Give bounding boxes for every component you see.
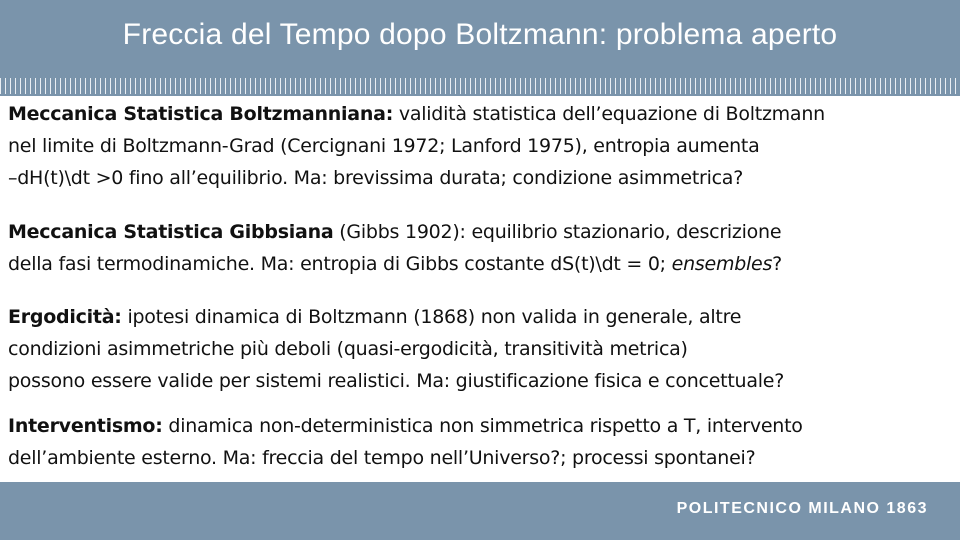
- politecnico-logo: POLITECNICO MILANO 1863: [676, 500, 928, 517]
- italic-term: ensembles: [671, 253, 773, 275]
- bold-term: Meccanica Statistica Gibbsiana: [8, 221, 334, 243]
- title-bar: [0, 0, 960, 76]
- text-line: dell’ambiente esterno. Ma: freccia del tempo nell’Universo?; processi spontanei?: [8, 447, 756, 469]
- text-line: nel limite di Boltzmann-Grad (Cercignani 1972; Lanford 1975), entropia aumenta: [8, 135, 760, 157]
- text-line: Meccanica Statistica Boltzmanniana: validità statistica dell’equazione di Boltzmann: [8, 103, 825, 125]
- text-line: possono essere valide per sistemi realistici. Ma: giustificazione fisica e concettuale?: [8, 370, 785, 392]
- bold-term: Interventismo:: [8, 415, 163, 437]
- text-line: –dH(t)\dt >0 fino all’equilibrio. Ma: brevissima durata; condizione asimmetrica?: [8, 167, 744, 189]
- decorative-tick-strip: [0, 78, 960, 94]
- paragraph-gibbsian: [8, 216, 960, 280]
- text-line: Interventismo: dinamica non-deterministica non simmetrica rispetto a T, intervento: [8, 415, 803, 437]
- text-line: della fasi termodinamiche. Ma: entropia di Gibbs costante dS(t)\dt = 0; ensembles?: [8, 253, 782, 275]
- footer-bar: [0, 482, 960, 540]
- text-line: Ergodicità: ipotesi dinamica di Boltzmann (1868) non valida in generale, altre: [8, 306, 742, 328]
- slide-content: [0, 96, 960, 482]
- paragraph-boltzmannian: [8, 98, 960, 194]
- text-line: condizioni asimmetriche più deboli (quasi-ergodicità, transitività metrica): [8, 338, 688, 360]
- paragraph-interventionism: [8, 410, 960, 474]
- bold-term: Ergodicità:: [8, 306, 122, 328]
- paragraph-ergodicity: [8, 301, 960, 397]
- slide-title: Freccia del Tempo dopo Boltzmann: problema aperto: [122, 18, 838, 51]
- text-line: Meccanica Statistica Gibbsiana (Gibbs 1902): equilibrio stazionario, descrizione: [8, 221, 782, 243]
- bold-term: Meccanica Statistica Boltzmanniana:: [8, 103, 394, 125]
